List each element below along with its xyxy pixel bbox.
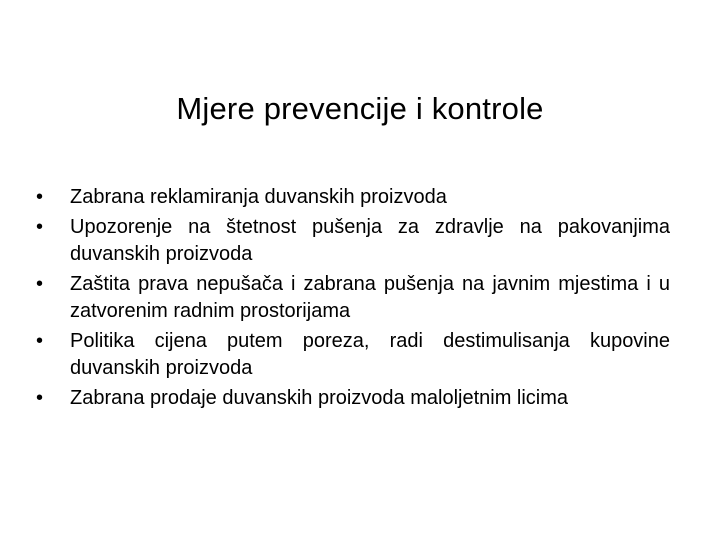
bullet-icon: • [36,186,44,208]
list-item [36,385,670,412]
bullet-text: Zabrana reklamiranja duvanskih proizvoda [70,186,447,208]
list-item [36,271,670,325]
list-item [36,184,670,211]
slide-title: Mjere prevencije i kontrole [176,91,544,126]
bullet-text: Upozorenje na štetnost pušenja za zdravlje na pakovanjima duvanskih proizvoda [70,216,670,265]
bullet-icon: • [36,273,44,295]
bullet-icon: • [36,330,44,352]
bullet-text: Politika cijena putem poreza, radi destimulisanja kupovine duvanskih proizvoda [70,330,670,379]
bullet-icon: • [36,387,44,409]
bullet-text: Zabrana prodaje duvanskih proizvoda maloljetnim licima [70,387,569,409]
bullet-text: Zaštita prava nepušača i zabrana pušenja na javnim mjestima i u zatvorenim radnim prostorijama [70,273,670,322]
list-item [36,214,670,268]
bullet-list [36,184,670,412]
bullet-icon: • [36,216,44,238]
list-item [36,328,670,382]
